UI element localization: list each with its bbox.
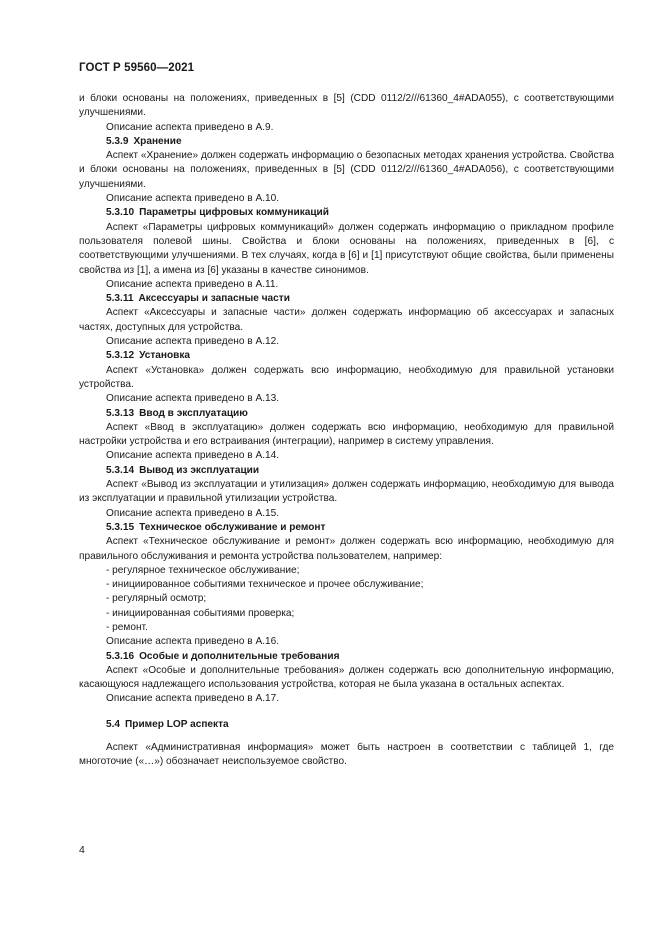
section-heading-5-3-9 [106,135,614,149]
section-title: Установка [139,350,191,362]
aspect-reference: Описание аспекта приведено в А.9. [106,121,274,133]
section-number: 5.3.13 [106,407,135,419]
aspect-reference: Описание аспекта приведено в А.10. [106,193,280,205]
section-title: Хранение [133,135,182,147]
aspect-reference: Описание аспекта приведено в А.15. [106,507,280,519]
section-heading-5-3-14 [106,464,614,478]
section-title: Ввод в эксплуатацию [139,407,248,419]
aspect-reference: Описание аспекта приведено в А.17. [106,693,280,705]
section-number: 5.3.16 [106,650,135,662]
section-heading-5-3-12 [106,349,614,363]
section-heading-5-3-13 [106,407,614,421]
aspect-reference: Описание аспекта приведено в А.12. [106,336,280,348]
section-paragraph: Аспект «Хранение» должен содержать информацию о безопасных методах хранения устройства. Свойства и блоки основаны на положениях, приведенных в [5] (CDD 0112/2///61360_4#ADA056), с соответствующими улучшениями. [79,150,614,190]
section-paragraph: Аспект «Установка» должен содержать всю информацию, необходимую для правильной установки устройства. [79,364,614,390]
list-item: - регулярный осмотр; [106,593,207,605]
page-number: 4 [79,844,85,856]
paragraph-continued: и блоки основаны на положениях, приведенных в [5] (CDD 0112/2///61360_4#ADA055), с соответствующими улучшениями. [79,93,614,119]
list-item: - инициированная событиями проверка; [106,607,295,619]
section-heading-5-4 [106,718,614,732]
section-title: Пример LOP аспекта [125,718,229,730]
section-number: 5.3.14 [106,464,135,476]
section-heading-5-3-10 [106,206,614,220]
section-number: 5.3.12 [106,350,135,362]
aspect-reference: Описание аспекта приведено в А.14. [106,450,280,462]
section-title: Техническое обслуживание и ремонт [139,521,326,533]
aspect-reference: Описание аспекта приведено в А.13. [106,393,280,405]
document-body [79,92,614,770]
section-title: Вывод из эксплуатации [139,464,260,476]
section-paragraph: Аспект «Аксессуары и запасные части» должен содержать информацию об аксессуарах и запасных частях, доступных для устройства. [79,307,614,333]
aspect-reference: Описание аспекта приведено в А.11. [106,278,279,290]
section-paragraph: Аспект «Административная информация» может быть настроен в соответствии с таблицей 1, где многоточие («…») обозначает неиспользуемое свойство. [79,742,614,768]
section-number: 5.3.10 [106,207,135,219]
section-number: 5.3.9 [106,135,129,147]
section-title: Особые и дополнительные требования [139,650,340,662]
section-heading-5-3-16 [106,650,614,664]
document-header: ГОСТ Р 59560—2021 [79,62,195,74]
section-heading-5-3-15 [106,521,614,535]
section-paragraph: Аспект «Параметры цифровых коммуникаций» должен содержать информацию о прикладном профиле пользователя полевой шины. Свойства и блоки основаны на положениях, приведенных в [6], с соответствующими улучшениями. В тех случаях, когда в [6] и [1] присутствуют общие свойства, были применены свойства из [1], а имена из [6] указаны в качестве синонимов. [79,221,614,276]
list-item: - ремонт. [106,621,148,633]
list-item: - инициированное событиями техническое и прочее обслуживание; [106,579,424,591]
list-item: - регулярное техническое обслуживание; [106,564,300,576]
section-title: Аксессуары и запасные части [138,293,290,305]
section-number: 5.3.15 [106,521,135,533]
section-paragraph: Аспект «Особые и дополнительные требования» должен содержать всю дополнительную информацию, касающуюся надлежащего использования устройства, которая не была указана в остальных аспектах. [79,664,614,691]
section-paragraph: Аспект «Ввод в эксплуатацию» должен содержать всю информацию, необходимую для правильной настройки устройства и его встраивания (интеграции), например в систему управления. [79,421,614,448]
section-title: Параметры цифровых коммуникаций [139,207,329,219]
section-paragraph: Аспект «Вывод из эксплуатации и утилизация» должен содержать информацию, необходимую для вывода из эксплуатации и правильной утилизации устройства. [79,479,614,505]
section-paragraph: Аспект «Техническое обслуживание и ремонт» должен содержать всю информацию, необходимую для правильного обслуживания и ремонта устройства пользователем, например: [79,536,614,562]
aspect-reference: Описание аспекта приведено в А.16. [106,636,280,648]
section-number: 5.3.11 [106,293,134,305]
section-number: 5.4 [106,718,121,730]
section-heading-5-3-11 [106,292,614,306]
